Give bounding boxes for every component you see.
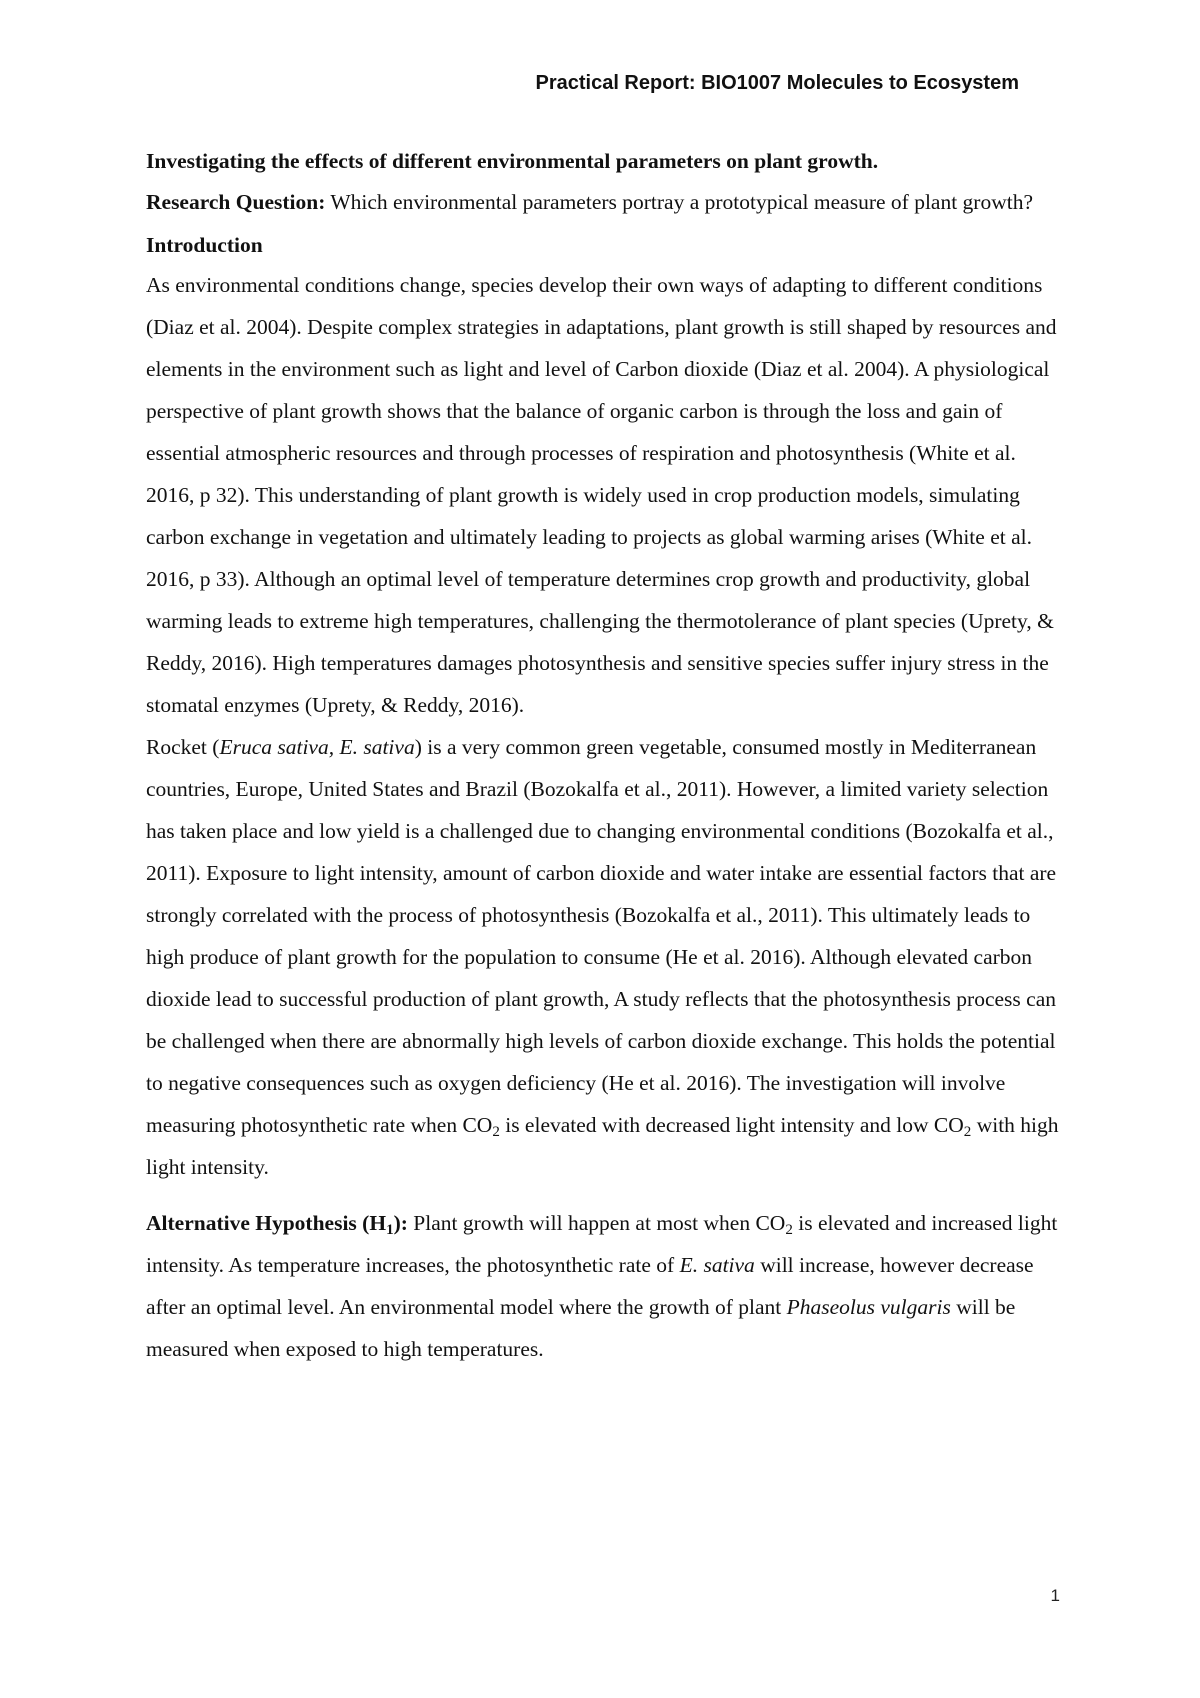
species-name-phaseolus: Phaseolus vulgaris [786, 1295, 951, 1319]
introduction-paragraph-2 [146, 726, 1066, 1188]
para2-rest: ) is a very common green vegetable, consumed mostly in Mediterranean countries, Europe, United States and Brazil (Bozokalfa et al., 2011). However, a limited variety selection has taken place and low yield is a challenged due to changing environmental conditions (Bozokalfa et al., 2011). Exposure to light intensity, amount of carbon dioxide and water intake are essential factors that are strongly correlated with the process of photosynthesis (Bozokalfa et al., 2011). This ultimately leads to high produce of plant growth for the population to consume (He et al. 2016). Although elevated carbon dioxide lead to successful production of plant growth, A study reflects that the photosynthesis process can be challenged when there are abnormally high levels of carbon dioxide exchange. This holds the potential to negative consequences such as oxygen deficiency (He et al. 2016). The investigation will involve measuring photosynthetic rate when CO [146, 735, 1057, 1137]
para2-start: Rocket ( [146, 735, 220, 759]
hypothesis-text-2: is elevated and increased light intensity. As temperature increases, the photosynthetic rate of [146, 1211, 1058, 1277]
co2-subscript-2: 2 [963, 1123, 972, 1140]
introduction-heading: Introduction [146, 233, 263, 257]
co2-subscript: 2 [492, 1123, 500, 1140]
hypothesis-co2-subscript: 2 [785, 1221, 793, 1238]
species-name-rocket: Eruca sativa, E. sativa [219, 735, 415, 759]
hypothesis-label-subscript: 1 [386, 1221, 394, 1238]
hypothesis-label [146, 1211, 408, 1238]
introduction-paragraph-1: As environmental conditions change, species develop their own ways of adapting to different conditions (Diaz et al. 2004). Despite complex strategies in adaptations, plant growth is still shaped by resources and elements in the environment such as light and level of Carbon dioxide (Diaz et al. 2004). A physiological perspective of plant growth shows that the balance of organic carbon is through the loss and gain of essential atmospheric resources and through processes of respiration and photosynthesis (White et al. 2016, p 32). This understanding of plant growth is widely used in crop production models, simulating carbon exchange in vegetation and ultimately leading to projects as global warming arises (White et al. 2016, p 33). Although an optimal level of temperature determines crop growth and productivity, global warming leads to extreme high temperatures, challenging the thermotolerance of plant species (Uprety, & Reddy, 2016). High temperatures damages photosynthesis and sensitive species suffer injury stress in the stomatal enzymes (Uprety, & Reddy, 2016). [146, 273, 1057, 717]
para2-mid: is elevated with decreased light intensity and low CO [499, 1113, 964, 1137]
document-title: Investigating the effects of different environmental parameters on plant growth. [146, 149, 879, 173]
species-name-e-sativa: E. sativa [679, 1253, 755, 1277]
hypothesis-text-1: Plant growth will happen at most when CO [407, 1211, 786, 1235]
hypothesis-text-3: will increase, however decrease after an optimal level. An environmental model where the growth of plant [146, 1253, 1034, 1319]
research-question-text: Which environmental parameters portray a prototypical measure of plant growth? [325, 190, 1034, 214]
para2-end: with high light intensity. [146, 1113, 1059, 1179]
document-body [146, 146, 1066, 1370]
research-question-label: Research Question: [146, 190, 326, 214]
page-number: 1 [1050, 1586, 1060, 1605]
research-question [146, 186, 1066, 218]
hypothesis-label-end: ): [393, 1211, 408, 1235]
hypothesis-label-text: Alternative Hypothesis (H [146, 1211, 387, 1235]
report-header: Practical Report: BIO1007 Molecules to Ecosystem [535, 72, 1019, 94]
hypothesis-text-4: will be measured when exposed to high temperatures. [146, 1295, 1016, 1361]
alternative-hypothesis [146, 1202, 1066, 1370]
